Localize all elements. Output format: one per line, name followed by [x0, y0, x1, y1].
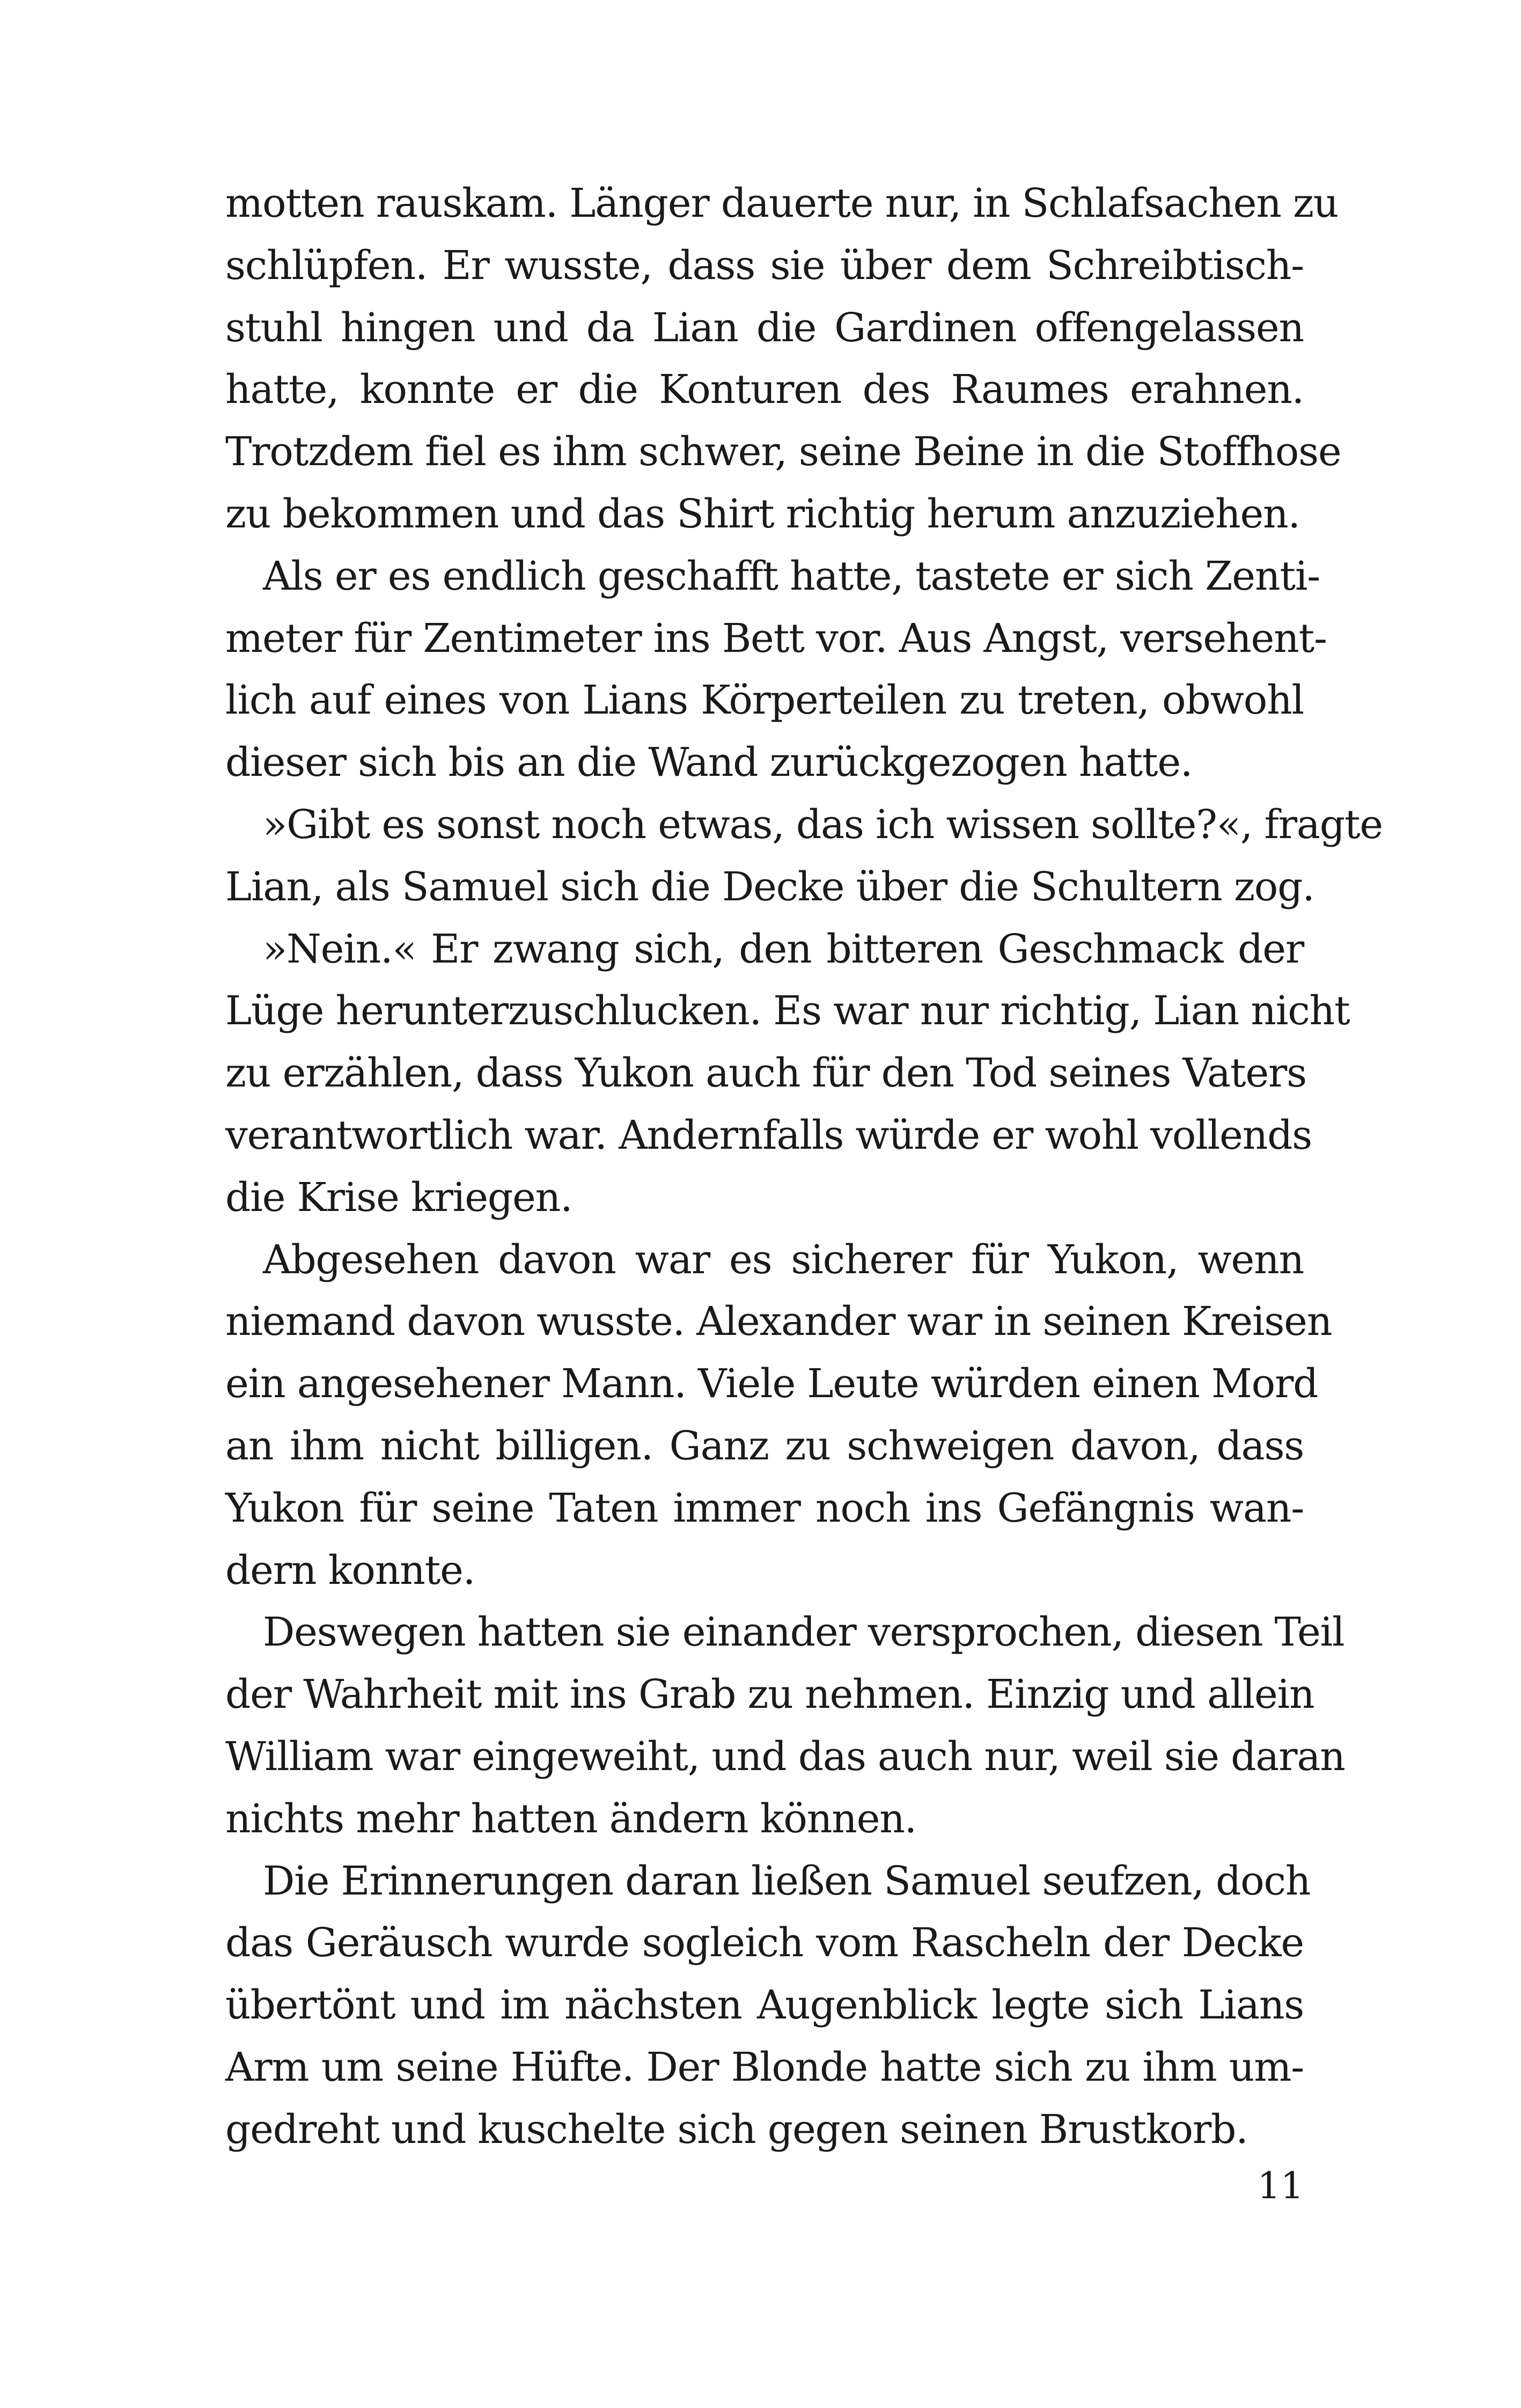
paragraph [225, 1602, 1345, 1850]
text-line: zu erzählen, dass Yukon auch für den Tod seines Vaters [225, 1050, 1306, 1097]
text-line: zu bekommen und das Shirt richtig herum anzuziehen. [225, 490, 1300, 537]
text-line: motten rauskam. Länger dauerte nur, in Schlafsachen zu [225, 180, 1339, 226]
text-line: William war eingeweiht, und das auch nur, weil sie daran [225, 1733, 1345, 1780]
paragraph [225, 546, 1327, 794]
text-line: verantwortlich war. Andernfalls würde er wohl vollends [225, 1112, 1312, 1158]
text-line: lich auf eines von Lians Körperteilen zu treten, obwohl [225, 677, 1304, 724]
text-line: Trotzdem fiel es ihm schwer, seine Beine in die Stoffhose [225, 429, 1341, 475]
paragraph [225, 919, 1350, 1229]
text-line: Lian, als Samuel sich die Decke über die Schultern zog. [225, 863, 1314, 910]
text-line: der Wahrheit mit ins Grab zu nehmen. Einzig und allein [225, 1671, 1314, 1718]
text-line: meter für Zentimeter ins Bett vor. Aus Angst, versehent- [225, 615, 1327, 662]
paragraph [225, 1851, 1311, 2161]
text-line: »Nein.« Er zwang sich, den bitteren Geschmack der [263, 926, 1304, 972]
text-line: schlüpfen. Er wusste, dass sie über dem Schreibtisch- [225, 242, 1304, 289]
text-line: übertönt und im nächsten Augenblick legte sich Lians [225, 1982, 1304, 2029]
paragraph [225, 173, 1341, 546]
text-line: nichts mehr hatten ändern können. [225, 1795, 916, 1842]
text-line: Abgesehen davon war es sicherer für Yukon, wenn [263, 1236, 1304, 1283]
page-number: 11 [1257, 2165, 1304, 2207]
text-line: niemand davon wusste. Alexander war in seinen Kreisen [225, 1298, 1332, 1345]
text-line: Die Erinnerungen daran ließen Samuel seufzen, doch [263, 1858, 1311, 1904]
paragraph [225, 794, 1383, 919]
text-line: ein angesehener Mann. Viele Leute würden einen Mord [225, 1361, 1318, 1407]
text-line: an ihm nicht billigen. Ganz zu schweigen davon, dass [225, 1422, 1304, 1469]
text-line: das Geräusch wurde sogleich vom Rascheln der Decke [225, 1920, 1304, 1966]
text-line: Arm um seine Hüfte. Der Blonde hatte sich zu ihm um- [225, 2044, 1304, 2090]
text-line: Als er es endlich geschafft hatte, tastete er sich Zenti- [263, 553, 1320, 599]
paragraph [225, 1229, 1332, 1602]
text-line: hatte, konnte er die Konturen des Raumes erahnen. [225, 366, 1304, 413]
text-line: Yukon für seine Taten immer noch ins Gefängnis wan- [225, 1485, 1304, 1531]
text-line: Lüge herunterzuschlucken. Es war nur richtig, Lian nicht [225, 988, 1350, 1034]
text-line: gedreht und kuschelte sich gegen seinen Brustkorb. [225, 2106, 1248, 2153]
text-line: dern konnte. [225, 1547, 475, 1594]
text-line: »Gibt es sonst noch etwas, das ich wissen sollte?«, fragte [263, 801, 1383, 848]
text-line: stuhl hingen und da Lian die Gardinen offengelassen [225, 304, 1304, 351]
text-line: dieser sich bis an die Wand zurückgezogen hatte. [225, 739, 1193, 786]
text-line: Deswegen hatten sie einander versprochen, diesen Teil [263, 1609, 1344, 1656]
body-text [225, 173, 1383, 2161]
text-line: die Krise kriegen. [225, 1174, 572, 1221]
